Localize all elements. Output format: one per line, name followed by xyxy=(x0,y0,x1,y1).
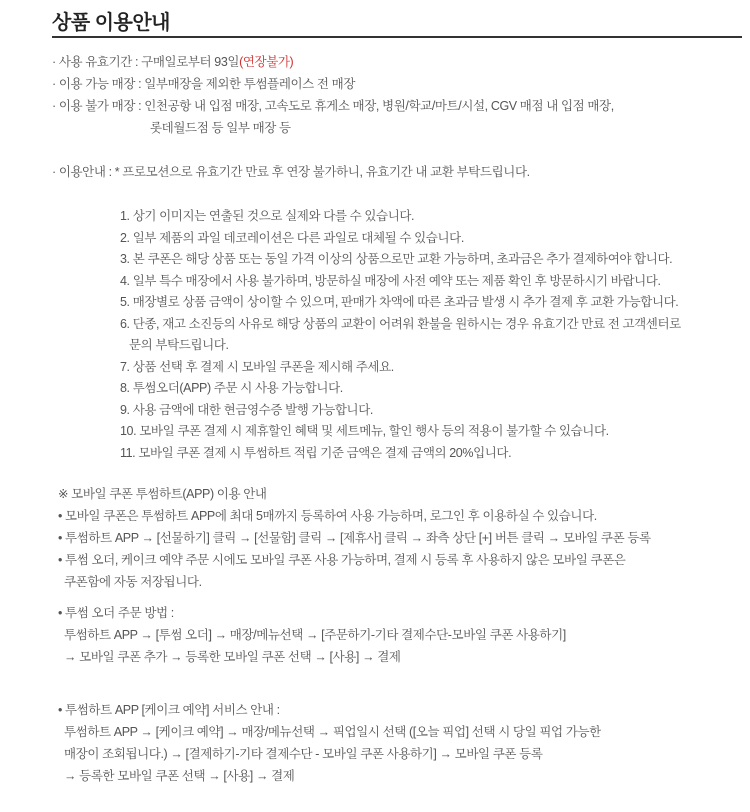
list-item: 매장이 조회됩니다.) → [결제하기-기타 결제수단 - 모바일 쿠폰 사용하기] → 모바일 쿠폰 등록 xyxy=(64,747,543,761)
unusable-stores-cont: 롯데월드점 등 일부 매장 등 xyxy=(150,121,291,135)
list-item: • 투썸하트 APP → [선물하기] 클릭 → [선물함] 클릭 → [제휴사] 클릭 → 좌측 상단 [+] 버튼 클릭 → 모바일 쿠폰 등록 xyxy=(58,531,651,545)
no-extension-note: (연장불가) xyxy=(239,55,294,69)
page-title: 상품 이용안내 xyxy=(52,12,170,34)
list-item: → 모바일 쿠폰 추가 → 등록한 모바일 쿠폰 선택 → [사용] → 결제 xyxy=(64,650,401,664)
list-item: 5. 매장별로 상품 금액이 상이할 수 있으며, 판매가 차액에 따른 초과금 발생 시 추가 결제 후 교환 가능합니다. xyxy=(120,295,679,309)
list-item: 10. 모바일 쿠폰 결제 시 제휴할인 혜택 및 세트메뉴, 할인 행사 등의 적용이 불가할 수 있습니다. xyxy=(120,424,609,438)
list-item: • 투썸하트 APP [케이크 예약] 서비스 안내 : xyxy=(58,703,280,717)
list-item: 11. 모바일 쿠폰 결제 시 투썸하트 적립 기준 금액은 결제 금액의 20%입니다. xyxy=(120,445,512,460)
list-item: 9. 사용 금액에 대한 현금영수증 발행 가능합니다. xyxy=(120,402,373,417)
list-item: → 등록한 모바일 쿠폰 선택 → [사용] → 결제 xyxy=(64,769,295,783)
list-item: • 투썸 오더 주문 방법 : xyxy=(58,606,174,620)
list-item: 7. 상품 선택 후 결제 시 모바일 쿠폰을 제시해 주세요. xyxy=(120,359,394,374)
list-item: 문의 부탁드립니다. xyxy=(129,338,229,352)
unusable-stores: · 이용 불가 매장 : 인천공항 내 입점 매장, 고속도로 휴게소 매장, 병원/학교/마트/시설, CGV 매점 내 입점 매장, xyxy=(52,99,614,113)
title-divider xyxy=(52,36,742,38)
usage-guide: · 이용안내 : * 프로모션으로 유효기간 만료 후 연장 불가하니, 유효기간 내 교환 부탁드립니다. xyxy=(52,165,530,179)
list-item: • 모바일 쿠폰은 투썸하트 APP에 최대 5매까지 등록하여 사용 가능하며, 로그인 후 이용하실 수 있습니다. xyxy=(58,509,597,523)
list-item: 2. 일부 제품의 과일 데코레이션은 다른 과일로 대체될 수 있습니다. xyxy=(120,230,464,245)
list-item: 6. 단종, 재고 소진등의 사유로 해당 상품의 교환이 어려워 환불을 원하시는 경우 유효기간 만료 전 고객센터로 xyxy=(120,316,681,331)
list-item: 투썸하트 APP → [케이크 예약] → 매장/메뉴선택 → 픽업일시 선택 ([오늘 픽업] 선택 시 당일 픽업 가능한 xyxy=(64,725,601,739)
list-item: ※ 모바일 쿠폰 투썸하트(APP) 이용 안내 xyxy=(58,487,267,501)
list-item: • 투썸 오더, 케이크 예약 주문 시에도 모바일 쿠폰 사용 가능하며, 결제 시 등록 후 사용하지 않은 모바일 쿠폰은 xyxy=(58,553,626,567)
list-item: 4. 일부 특수 매장에서 사용 불가하며, 방문하실 매장에 사전 예약 또는 제품 확인 후 방문하시기 바랍니다. xyxy=(120,273,661,288)
list-item: 쿠폰함에 자동 저장됩니다. xyxy=(64,575,202,589)
usable-stores: · 이용 가능 매장 : 일부매장을 제외한 투썸플레이스 전 매장 xyxy=(52,77,356,91)
validity-period xyxy=(52,51,293,73)
list-item: 1. 상기 이미지는 연출된 것으로 실제와 다를 수 있습니다. xyxy=(120,209,415,223)
list-item: 8. 투썸오더(APP) 주문 시 사용 가능합니다. xyxy=(120,381,343,395)
list-item: 3. 본 쿠폰은 해당 상품 또는 동일 가격 이상의 상품으로만 교환 가능하며, 초과금은 추가 결제하여야 합니다. xyxy=(120,252,673,266)
list-item: 투썸하트 APP → [투썸 오더] → 매장/메뉴선택 → [주문하기-기타 결제수단-모바일 쿠폰 사용하기] xyxy=(64,628,566,642)
validity-label: · 사용 유효기간 : 구매일로부터 93일 xyxy=(52,55,240,69)
